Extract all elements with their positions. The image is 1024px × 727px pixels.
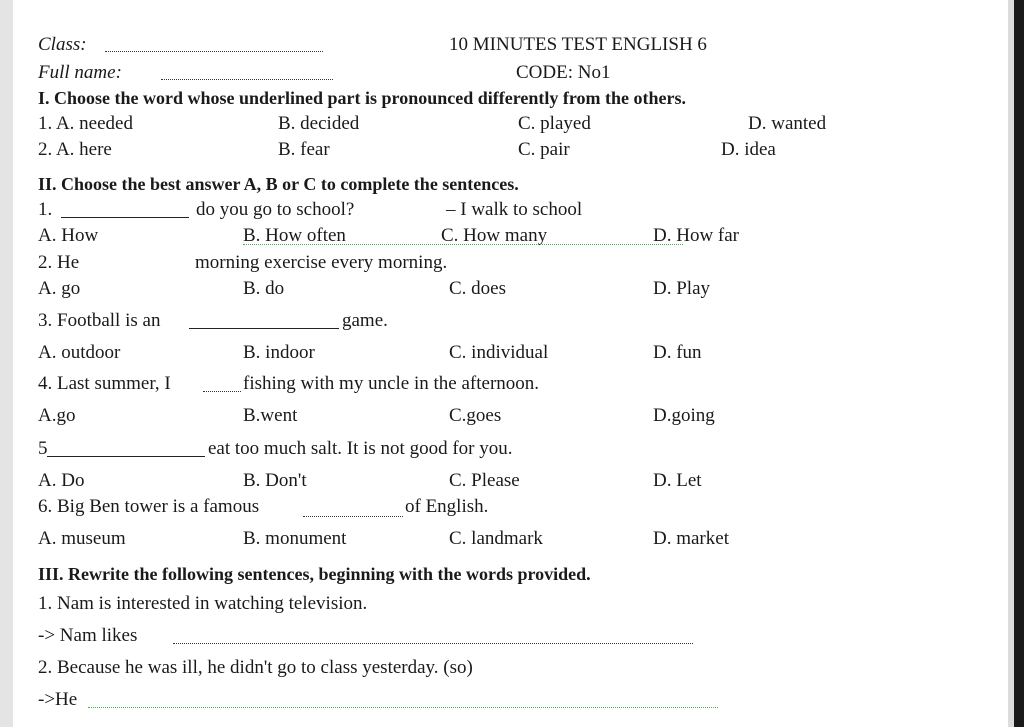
window-border <box>1014 0 1024 727</box>
s2-q1-mark <box>243 244 683 245</box>
section1-heading: I. Choose the word whose underlined part is pronounced differently from the others. <box>38 88 687 108</box>
left-margin <box>0 0 13 727</box>
s3-q1-answer-line <box>173 643 693 644</box>
s2-q6-num: 6. Big Ben tower is a famous <box>38 496 260 517</box>
name-blank <box>161 79 333 80</box>
s2-q1-reply: – I walk to school <box>446 199 583 220</box>
test-code: CODE: No1 <box>516 62 611 83</box>
s2-q5-blank <box>47 456 205 457</box>
s3-q1-answer: -> Nam likes <box>38 625 138 646</box>
s2-q4-d: D.going <box>653 405 715 426</box>
s2-q3-c: C. individual <box>449 342 549 363</box>
section2-heading: II. Choose the best answer A, B or C to complete the sentences. <box>38 174 519 194</box>
s2-q2-a: A. go <box>38 278 81 299</box>
name-label: Full name: <box>38 62 122 83</box>
s2-q1-text: do you go to school? <box>196 199 355 220</box>
s2-q3-num: 3. Football is an <box>38 310 161 331</box>
s2-q4-c: C.goes <box>449 405 502 426</box>
s2-q3-b: B. indoor <box>243 342 315 363</box>
s2-q2-c: C. does <box>449 278 506 299</box>
s3-q2-answer: ->He <box>38 689 78 710</box>
s1-q2-c: C. pair <box>518 139 570 160</box>
s1-q2-a: 2. A. here <box>38 139 112 160</box>
s2-q4-b: B.went <box>243 405 298 426</box>
s2-q5-a: A. Do <box>38 470 85 491</box>
s3-q1-text: 1. Nam is interested in watching television. <box>38 593 368 614</box>
section3-heading: III. Rewrite the following sentences, beginning with the words provided. <box>38 564 591 584</box>
s2-q6-c: C. landmark <box>449 528 543 549</box>
s2-q5-c: C. Please <box>449 470 520 491</box>
s2-q1-num: 1. <box>38 199 53 220</box>
s2-q6-d: D. market <box>653 528 729 549</box>
s2-q5-text: eat too much salt. It is not good for you. <box>208 438 513 459</box>
s3-q2-answer-line <box>88 707 718 708</box>
s1-q1-b: B. decided <box>278 113 360 134</box>
s1-q1-d: D. wanted <box>748 113 827 134</box>
class-label: Class: <box>38 34 87 55</box>
s2-q5-d: D. Let <box>653 470 702 491</box>
s2-q6-a: A. museum <box>38 528 126 549</box>
s2-q4-num: 4. Last summer, I <box>38 373 171 394</box>
s2-q6-b: B. monument <box>243 528 347 549</box>
s2-q1-a: A. How <box>38 225 99 246</box>
s2-q3-d: D. fun <box>653 342 702 363</box>
test-title: 10 MINUTES TEST ENGLISH 6 <box>449 34 707 55</box>
s2-q4-text: fishing with my uncle in the afternoon. <box>243 373 540 394</box>
s1-q2-d: D. idea <box>721 139 776 160</box>
s1-q1-c: C. played <box>518 113 591 134</box>
s2-q6-blank <box>303 516 403 517</box>
s2-q3-text: game. <box>342 310 388 331</box>
s2-q2-num: 2. He <box>38 252 80 273</box>
s2-q1-b: B. How often <box>243 225 346 246</box>
s2-q3-blank <box>189 328 339 329</box>
s2-q1-d: D. How far <box>653 225 740 246</box>
s2-q6-text: of English. <box>405 496 489 517</box>
s2-q5-b: B. Don't <box>243 470 307 491</box>
s1-q1-a: 1. A. needed <box>38 113 133 134</box>
s2-q2-d: D. Play <box>653 278 710 299</box>
class-blank <box>105 51 323 52</box>
s2-q4-blank <box>203 391 241 392</box>
s2-q1-blank <box>61 217 189 218</box>
s2-q2-text: morning exercise every morning. <box>195 252 448 273</box>
s3-q2-text: 2. Because he was ill, he didn't go to class yesterday. (so) <box>38 657 473 678</box>
test-page <box>13 0 1008 727</box>
s2-q3-a: A. outdoor <box>38 342 121 363</box>
s2-q2-b: B. do <box>243 278 285 299</box>
s2-q1-c: C. How many <box>441 225 548 246</box>
s2-q4-a: A.go <box>38 405 76 426</box>
s2-q5-num: 5 <box>38 438 48 459</box>
s1-q2-b: B. fear <box>278 139 330 160</box>
